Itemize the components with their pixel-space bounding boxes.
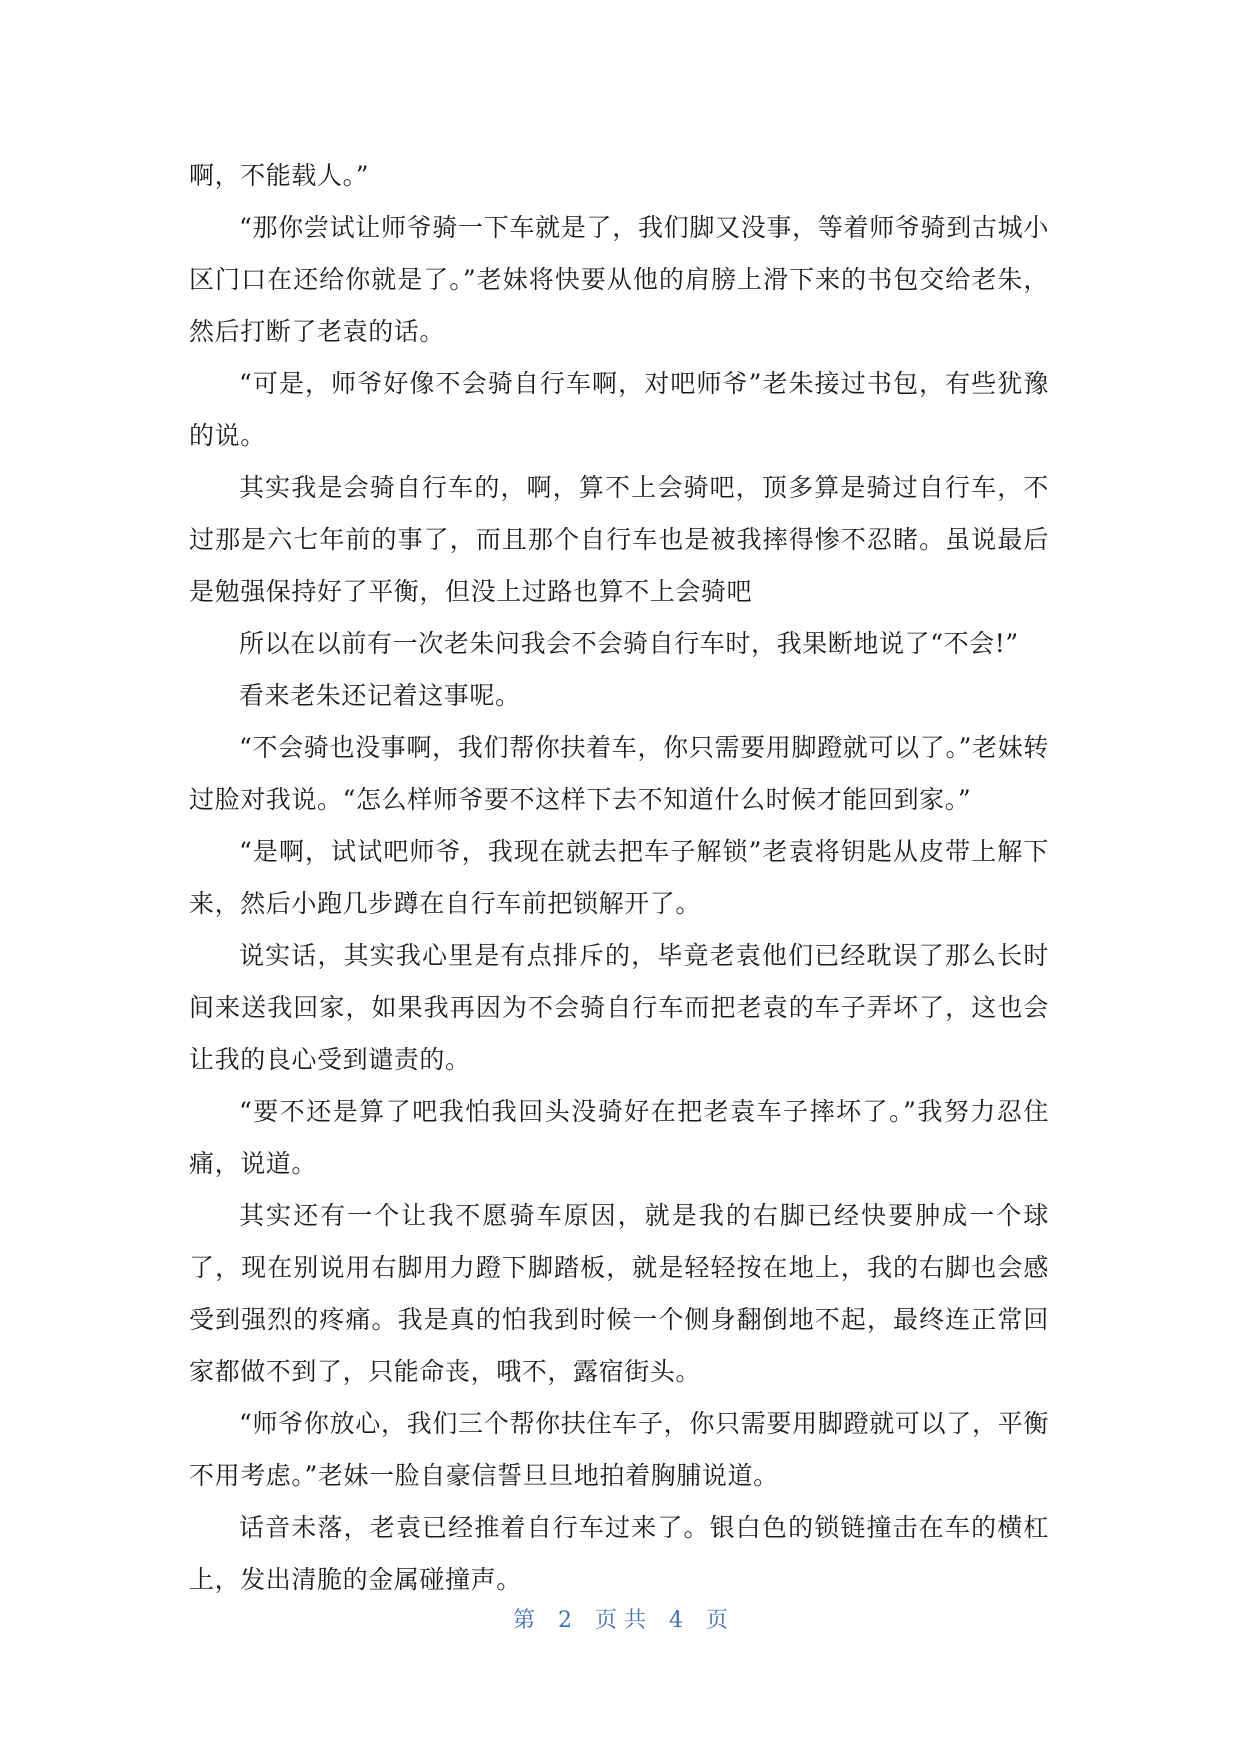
paragraph-8: “是啊，试试吧师爷，我现在就去把车子解锁”老袁将钥匙从皮带上解下来，然后小跑几步蹲在自行车前把锁解开了。 xyxy=(189,837,1049,918)
footer-current-page: 2 xyxy=(558,1608,572,1633)
paragraph-4: 其实我是会骑自行车的，啊，算不上会骑吧，顶多算是骑过自行车，不过那是六七年前的事了，而且那个自行车也是被我摔得惨不忍睹。虽说最后是勉强保持好了平衡，但没上过路也算不上会骑吧 xyxy=(189,473,1049,606)
paragraph-13: 话音未落，老袁已经推着自行车过来了。银白色的锁链撞击在车的横杠上，发出清脆的金属碰撞声。 xyxy=(189,1513,1049,1594)
paragraph-6: 看来老朱还记着这事呢。 xyxy=(239,681,521,710)
paragraph-9: 说实话，其实我心里是有点排斥的，毕竟老袁他们已经耽误了那么长时间来送我回家，如果我再因为不会骑自行车而把老袁的车子弄坏了，这也会让我的良心受到谴责的。 xyxy=(189,941,1049,1074)
paragraph-1: 啊，不能载人。” xyxy=(189,161,370,190)
page-footer xyxy=(0,1603,1241,1634)
paragraph-12: “师爷你放心，我们三个帮你扶住车子，你只需要用脚蹬就可以了，平衡不用考虑。”老妹一脸自豪信誓旦旦地拍着胸脯说道。 xyxy=(189,1409,1049,1490)
footer-word-page: 第 xyxy=(512,1608,535,1633)
footer-word-of: 页 共 xyxy=(595,1608,646,1633)
paragraph-7: “不会骑也没事啊，我们帮你扶着车，你只需要用脚蹬就可以了。”老妹转过脸对我说。“怎么样师爷要不这样下去不知道什么时候才能回到家。” xyxy=(189,733,1049,814)
document-body xyxy=(189,150,1049,1606)
paragraph-3: “可是，师爷好像不会骑自行车啊，对吧师爷”老朱接过书包，有些犹豫的说。 xyxy=(189,369,1049,450)
paragraph-11: 其实还有一个让我不愿骑车原因，就是我的右脚已经快要肿成一个球了，现在别说用右脚用力蹬下脚踏板，就是轻轻按在地上，我的右脚也会感受到强烈的疼痛。我是真的怕我到时候一个侧身翻倒地不起，最终连正常回家都做不到了，只能命丧，哦不，露宿街头。 xyxy=(189,1201,1049,1386)
footer-word-pages: 页 xyxy=(706,1608,729,1633)
paragraph-5: 所以在以前有一次老朱问我会不会骑自行车时，我果断地说了“不会!” xyxy=(239,629,1019,658)
paragraph-10: “要不还是算了吧我怕我回头没骑好在把老袁车子摔坏了。”我努力忍住痛，说道。 xyxy=(189,1097,1049,1178)
paragraph-2: “那你尝试让师爷骑一下车就是了，我们脚又没事，等着师爷骑到古城小区门口在还给你就是了。”老妹将快要从他的肩膀上滑下来的书包交给老朱，然后打断了老袁的话。 xyxy=(189,213,1049,346)
footer-total-pages: 4 xyxy=(669,1608,683,1633)
